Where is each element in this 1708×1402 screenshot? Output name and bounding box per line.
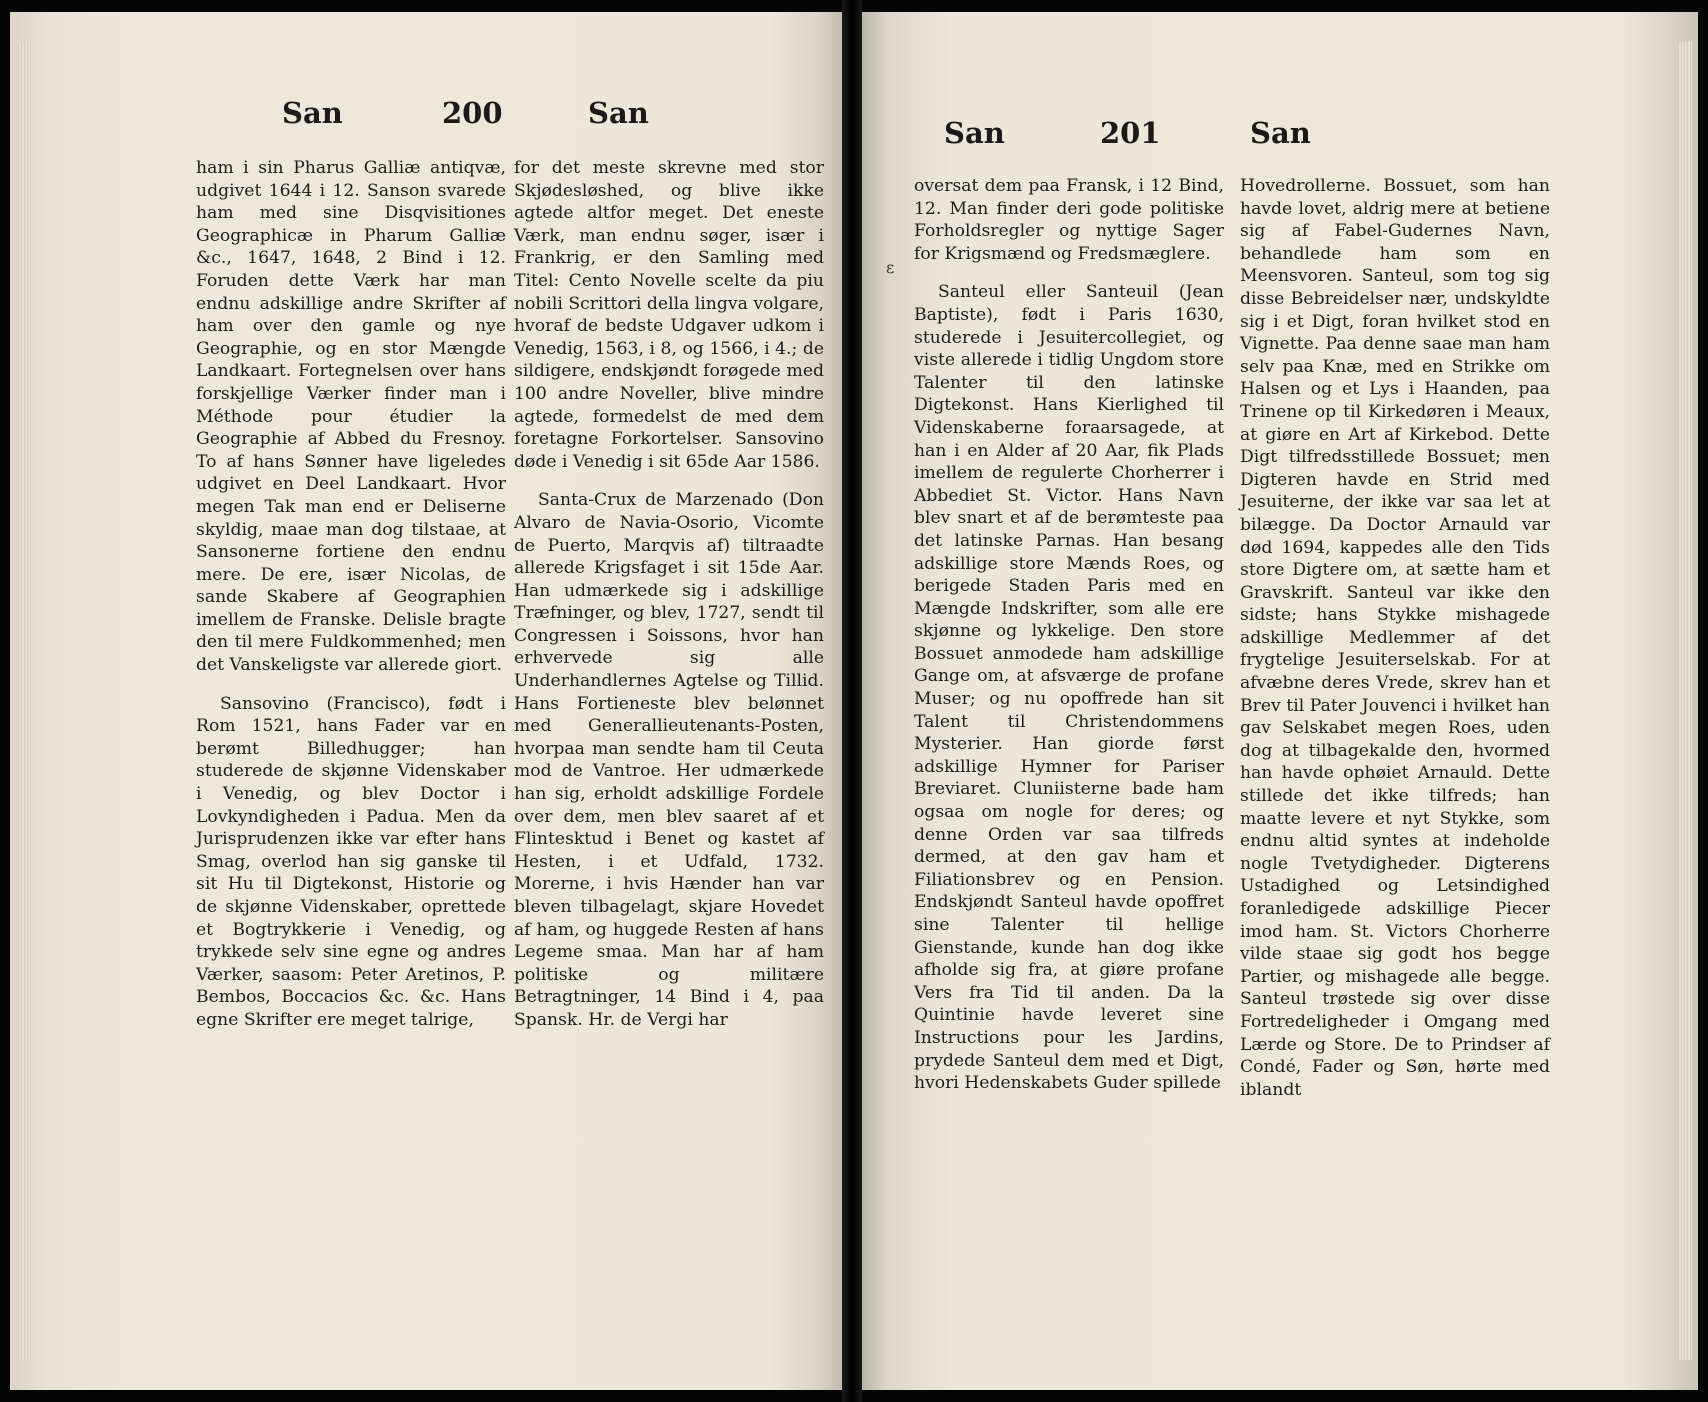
text-column-right [1240,175,1550,1101]
running-head [10,96,842,136]
paragraph: Sansovino (Francisco), født i Rom 1521, hans Fader var en berømt Billedhugger; han studerede de skjønne Videnskaber i Venedig, og blev Doctor i Lovkyndigheden i Padua. Men da Jurisprudenzen ikke var efter hans Smag, overlod han sig ganske til sit Hu til Digtekonst, Historie og de skjønne Videnskaber, oprettede et Bogtrykkerie i Venedig, og trykkede selv sine egne og andres Værker, saasom: Peter Aretinos, P. Bembos, Boccacios &c. &c. Hans egne Skrifter ere meget talrige, [196,693,506,1030]
paragraph: for det meste skrevne med stor Skjødesløshed, og blive ikke agtede altfor meget. Det eneste Værk, man endnu søger, især i Frankrig, er den Samling med Titel: Cento Novelle scelte da piu nobili Scrittori della lingva volgare, hvoraf de bedste Udgaver udkom i Venedig, 1563, i 8, og 1566, i 4.; de sildigere, endskjøndt forøgede med 100 andre Noveller, blive mindre agtede, formedelst de med dem foretagne Forkortelser. Sansovino døde i Venedig i sit 65de Aar 1586. [514,158,824,472]
header-right-word: San [588,96,649,130]
paragraph: Santeul eller Santeuil (Jean Baptiste), født i Paris 1630, studerede i Jesuitercollegiet, og viste allerede i tidlig Ungdom store Talenter til den latinske Digtekonst. Hans Kierlighed til Videnskaberne foraarsagede, at han i en Alder af 20 Aar, fik Plads imellem de regulerte Chorherrer i Abbediet St. Victor. Hans Navn blev snart et af de berømteste paa det latinske Parnas. Han besang adskillige store Mænds Roes, og berigede Staden Paris med en Mængde Indskrifter, som alle ere skjønne og lykkelige. Den store Bossuet anmodede ham adskillige Gange om, at afsværge de profane Muser; og nu opoffrede han sit Talent til Christendommens Mysterier. Han giorde først adskillige Hymner for Pariser Breviaret. Cluniisterne bade ham ogsaa om nogle for deres; og denne Orden var saa tilfreds dermed, at den gav ham et Filiationsbrev og en Pension. Endskjøndt Santeul havde opoffret sine Talenter til hellige Gienstande, kunde han dog ikke afholde sig fra, at giøre profane Vers fra Tid til anden. Da la Quintinie havde leveret sine Instructions pour les Jardins, prydede Santeul dem med et Digt, hvori Hedenskabets Guder spillede [914,282,1224,1094]
paragraph: ham i sin Pharus Galliæ antiqvæ, udgivet 1644 i 12. Sanson svarede ham med sine Disqvisitiones Geographicæ in Pharum Galliæ &c., 1647, 1648, 2 Bind i 12. Foruden dette Værk har man endnu adskillige andre Skrifter af ham over den gamle og nye Geographie, og en stor Mængde Landkaart. Fortegnelsen over hans forskjellige Værker finder man i Méthode pour étudier la Geographie af Abbed du Fresnoy. To af hans Sønner have ligeledes udgivet en Deel Landkaart. Hvor megen Tak man end er Deliserne skyldig, maae man dog tilstaae, at Sansonerne fortiene den endnu mere. De ere, især Nicolas, de sande Skabere af Geographien imellem de Franske. Delisle bragte den til mere Fuldkommenhed; men det Vanskeligste var allerede giort. [196,158,506,676]
running-head [862,116,1698,156]
paragraph: Hovedrollerne. Bossuet, som han havde lovet, aldrig mere at betiene sig af Fabel-Gudernes Navn, behandlede ham som en Meensvoren. Santeul, som tog sig disse Bebreidelser nær, undskyldte sig i et Digt, foran hvilket stod en Vignette. Paa denne saae man ham selv paa Knæ, med en Strikke om Halsen og et Lys i Haanden, paa Trinene op til Kirkedøren i Meaux, at giøre en Art af Kirkebod. Dette Digt tilfredsstillede Bossuet; men Digteren havde en Strid med Jesuiterne, der ikke var saa let at bilægge. Da Doctor Arnauld var død 1694, kappedes alle den Tids store Digtere om, at sætte ham et Gravskrift. Santeul var ikke den sidste; hans Stykke mishagede adskillige Medlemmer af det frygtelige Jesuiterselskab. For at afvæbne deres Vrede, skrev han et Brev til Pater Jouvenci i hvilket han gav Selskabet megen Roes, uden dog at tilbagekalde den, hvormed han havde ophøiet Arnauld. Dette stillede det ikke tilfreds; han maatte levere et nyt Stykke, som endnu altid syntes at indeholde nogle Tvetydigheder. Digterens Ustadighed og Letsindighed foranledigede adskillige Piecer imod ham. St. Victors Chorherre vilde staae sig godt hos begge Partier, og mishagede alle begge. Santeul trøstede sig over disse Fortredeligheder i Omgang med Lærde og Store. De to Prindser af Condé, Fader og Søn, hørte med iblandt [1240,176,1550,1100]
text-column-right [514,157,824,1032]
page-edges [18,42,32,1360]
header-right-word: San [1250,116,1311,150]
text-column-left [914,175,1224,1095]
book-gutter [842,0,862,1402]
page-number: 200 [442,96,503,130]
right-page [862,12,1698,1390]
margin-mark: ε [886,258,895,277]
page-number: 201 [1100,116,1161,150]
paragraph: oversat dem paa Fransk, i 12 Bind, 12. Man finder deri gode politiske Forholdsregler og nyttige Sager for Krigsmænd og Fredsmæglere. [914,176,1224,264]
text-column-left [196,157,506,1032]
page-edges [1678,42,1692,1360]
header-left-word: San [282,96,343,130]
header-left-word: San [944,116,1005,150]
paragraph: Santa-Crux de Marzenado (Don Alvaro de Navia-Osorio, Vicomte de Puerto, Marqvis af) tiltraadte allerede Krigsfaget i sit 15de Aar. Han udmærkede sig i adskillige Træfninger, og blev, 1727, sendt til Congressen i Soissons, hvor han erhvervede sig alle Underhandlernes Agtelse og Tillid. Hans Fortieneste blev belønnet med Generallieutenants-Posten, hvorpaa man sendte ham til Ceuta mod de Vantroe. Her udmærkede han sig, erholdt adskillige Fordele over dem, men blev saaret af et Flintesktud i Benet og kastet af Hesten, i et Udfald, 1732. Morerne, i hvis Hænder han var bleven tilbagelagt, skjare Hovedet af ham, og huggede Resten af hans Legeme smaa. Man har af ham politiske og militære Betragtninger, 14 Bind i 4, paa Spansk. Hr. de Vergi har [514,490,824,1030]
left-page [10,12,842,1390]
